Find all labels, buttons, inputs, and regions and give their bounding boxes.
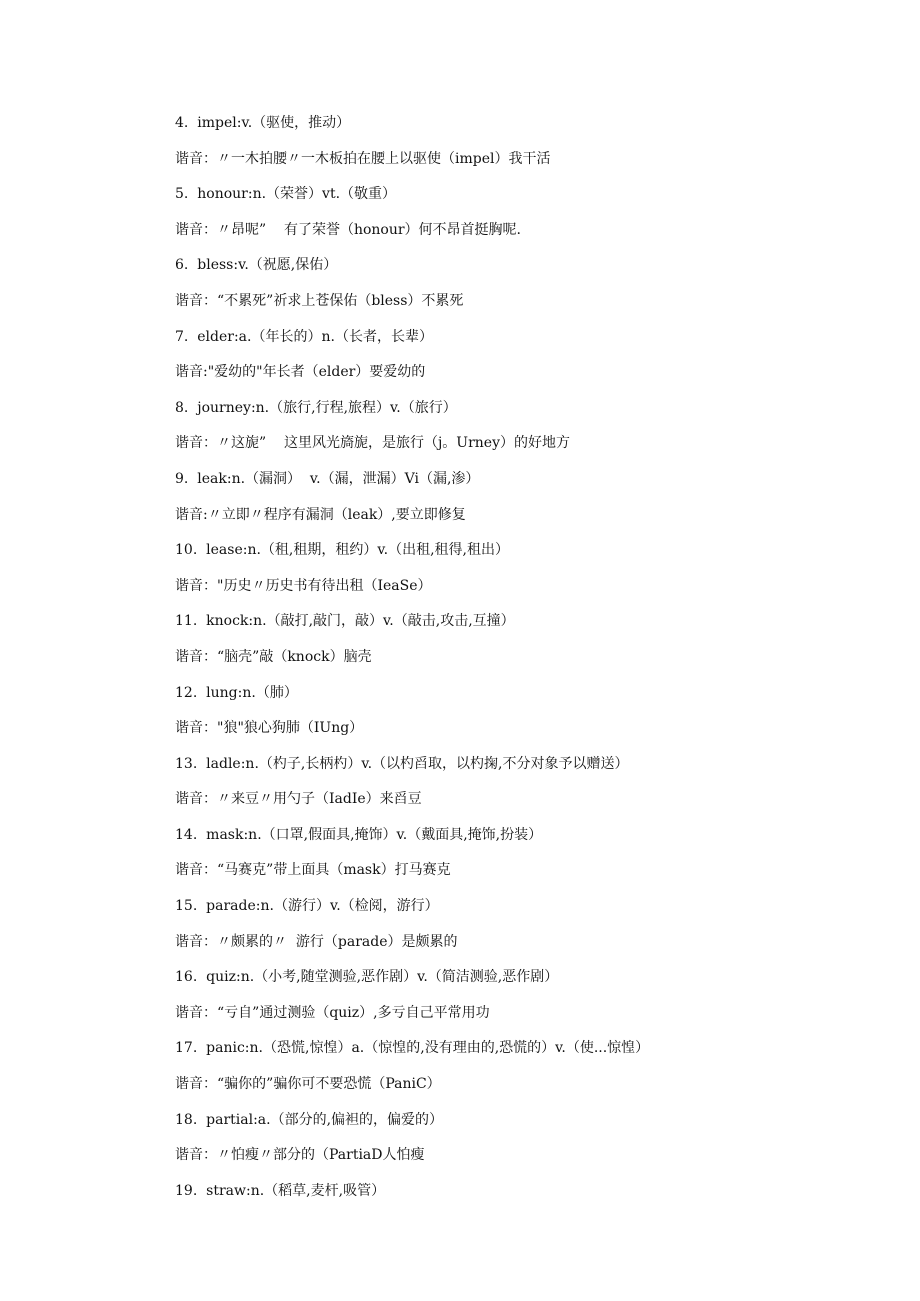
entry-line: 14. mask:n.（口罩,假面具,掩饰）v.（戴面具,掩饰,扮装） xyxy=(175,826,543,843)
mnemonic-line: 谐音：“不累死”祈求上苍保佑（bless）不累死 xyxy=(175,292,464,309)
entry-line: 4. impel:v.（驱使，推动） xyxy=(175,115,351,131)
mnemonic-line: 谐音：〃颇累的〃 游行（parade）是颇累的 xyxy=(175,933,458,950)
entry-line: 10. lease:n.（租,租期，租约）v.（出租,租得,租出） xyxy=(175,542,509,559)
mnemonic-line: 谐音：〃昂呢” 有了荣誉（honour）何不昂首挺胸呢. xyxy=(175,221,522,238)
mnemonic-line: 谐音："历史〃历史书有待出租（IeaSe） xyxy=(175,577,432,594)
vocabulary-list xyxy=(175,109,875,1212)
entry-line: 17. panic:n.（恐慌,惊惶）a.（惊惶的,没有理由的,恐慌的）v.（使...惊惶） xyxy=(175,1040,650,1057)
entry-line: 13. ladle:n.（杓子,长柄杓）v.（以杓舀取，以杓掬,不分对象予以赠送） xyxy=(175,755,629,772)
mnemonic-line: 谐音:"爱幼的"年长者（elder）要爱幼的 xyxy=(175,364,426,381)
entry-line: 11. knock:n.（敲打,敲门，敲）v.（敲击,攻击,互撞） xyxy=(175,613,515,630)
entry-line: 16. quiz:n.（小考,随堂测验,恶作剧）v.（简洁测验,恶作剧） xyxy=(175,969,559,986)
mnemonic-line: 谐音:〃立即〃程序有漏洞（leak）,要立即修复 xyxy=(175,506,466,523)
mnemonic-line: 谐音：“马赛克”带上面具（mask）打马赛克 xyxy=(175,862,451,879)
mnemonic-line: 谐音：〃一木拍腰〃一木板拍在腰上以驱使（impel）我干活 xyxy=(175,150,551,167)
mnemonic-line: 谐音："狼"狼心狗肺（IUng） xyxy=(175,720,364,737)
mnemonic-line: 谐音：〃怕瘦〃部分的（PartiaD人怕瘦 xyxy=(175,1147,425,1164)
entry-line: 5. honour:n.（荣誉）vt.（敬重） xyxy=(175,186,397,203)
mnemonic-line: 谐音：“亏自”通过测验（quiz）,多亏自己平常用功 xyxy=(175,1004,490,1021)
entry-line: 7. elder:a.（年长的）n.（长者，长辈） xyxy=(175,328,433,345)
entry-line: 9. leak:n.（漏洞） v.（漏，泄漏）Vi（漏,渗） xyxy=(175,470,480,487)
entry-line: 18. partial:a.（部分的,偏袒的，偏爱的） xyxy=(175,1111,444,1128)
mnemonic-line: 谐音：“骗你的”骗你可不要恐慌（PaniC） xyxy=(175,1076,441,1093)
mnemonic-line: 谐音：〃来豆〃用勺子（IadIe）来舀豆 xyxy=(175,791,422,808)
entry-line: 19. straw:n.（稻草,麦杆,吸管） xyxy=(175,1182,386,1199)
mnemonic-line: 谐音：〃这旎” 这里风光旖旎，是旅行（j。Urney）的好地方 xyxy=(175,435,570,452)
entry-line: 8. journey:n.（旅行,行程,旅程）v.（旅行） xyxy=(175,399,457,416)
entry-line: 12. lung:n.（肺） xyxy=(175,684,298,701)
entry-line: 15. parade:n.（游行）v.（检阅，游行） xyxy=(175,898,439,915)
entry-line: 6. bless:v.（祝愿,保佑） xyxy=(175,257,338,274)
mnemonic-line: 谐音：“脑壳”敲（knock）脑壳 xyxy=(175,648,372,665)
